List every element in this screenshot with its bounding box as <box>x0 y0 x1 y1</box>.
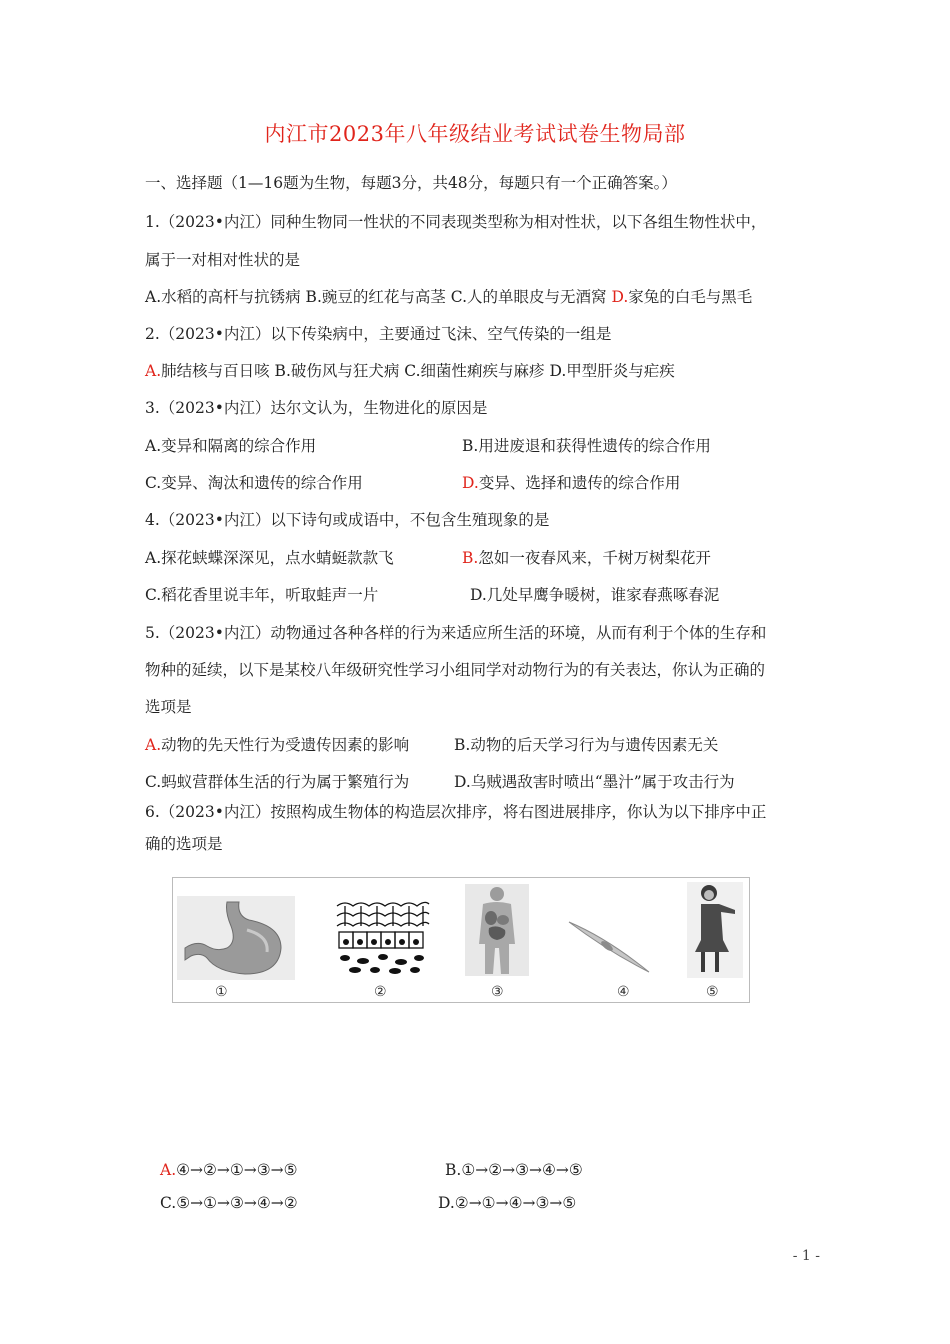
q4-option-b-text: 忽如一夜春风来，千树万树梨花开 <box>478 549 711 567</box>
q5-option-d: D.乌贼遇敌害时喷出“墨汁”属于攻击行为 <box>454 773 735 791</box>
figure-caption-2: ② <box>374 984 387 1000</box>
q1-options <box>145 286 752 308</box>
person-image <box>687 882 743 978</box>
tissue-image <box>335 898 431 976</box>
q2-options <box>145 360 675 382</box>
q4-option-c: C.稻花香里说丰年，听取蛙声一片 <box>145 586 379 604</box>
section-heading: 一、选择题（1—16题为生物，每题3分，共48分，每题只有一个正确答案。） <box>145 174 677 192</box>
q6-stem-line1: 6.（2023•内江）按照构成生物体的构造层次排序，将右图进展排序，你认为以下排序中正 <box>145 803 767 821</box>
q3-option-a: A.变异和隔离的综合作用 <box>145 437 317 455</box>
q4-option-d: D.几处早鹰争暖树，谁家春燕啄春泥 <box>470 586 720 604</box>
q3-option-b: B.用进废退和获得性遗传的综合作用 <box>462 437 711 455</box>
q2-options-text: 肺结核与百日咳 B.破伤风与狂犬病 C.细菌性痢疾与麻疹 D.甲型肝炎与疟疾 <box>161 362 675 380</box>
q3-option-d-text: 变异、选择和遗传的综合作用 <box>478 474 681 492</box>
q6-option-a-text: ④→②→①→③→⑤ <box>176 1161 298 1179</box>
q6-option-d: D.②→①→④→③→⑤ <box>438 1194 577 1212</box>
q6-option-b: B.①→②→③→④→⑤ <box>445 1161 583 1179</box>
q5-option-a-text: 动物的先天性行为受遗传因素的影响 <box>161 736 410 754</box>
figure-caption-4: ④ <box>617 984 630 1000</box>
q6-option-a <box>160 1159 298 1181</box>
q3-option-c: C.变异、淘汰和遗传的综合作用 <box>145 474 363 492</box>
q1-answer-letter: D. <box>611 288 629 306</box>
q3-stem: 3.（2023•内江）达尔文认为，生物进化的原因是 <box>145 399 488 417</box>
document-title: 内江市2023年八年级结业考试试卷生物局部 <box>264 122 686 146</box>
q5-stem-line2: 物种的延续，以下是某校八年级研究性学习小组同学对动物行为的有关表达，你认为正确的 <box>145 661 766 679</box>
figure-caption-5: ⑤ <box>706 984 719 1000</box>
q6-answer-letter: A. <box>160 1161 177 1179</box>
q4-stem: 4.（2023•内江）以下诗句或成语中，不包含生殖现象的是 <box>145 511 550 529</box>
q1-options-abc: A.水稻的高杆与抗锈病 B.豌豆的红花与高茎 C.人的单眼皮与无酒窝 <box>145 288 612 306</box>
q5-option-a <box>145 734 409 756</box>
q2-stem: 2.（2023•内江）以下传染病中，主要通过飞沫、空气传染的一组是 <box>145 325 612 343</box>
q3-option-d <box>462 472 680 494</box>
q1-stem-line1: 1.（2023•内江）同种生物同一性状的不同表现类型称为相对性状，以下各组生物性状中， <box>145 213 767 231</box>
q2-answer-letter: A. <box>145 362 162 380</box>
page-number: - 1 - <box>792 1248 820 1264</box>
q5-stem-line3: 选项是 <box>145 698 192 716</box>
q4-option-a: A.探花蛱蝶深深见，点水蜻蜓款款飞 <box>145 549 394 567</box>
figure-caption-1: ① <box>215 984 228 1000</box>
stomach-image <box>177 896 295 980</box>
q1-stem-line2: 属于一对相对性状的是 <box>145 251 301 269</box>
figure-caption-3: ③ <box>491 984 504 1000</box>
q1-option-d-text: 家兔的白毛与黑毛 <box>628 288 753 306</box>
structure-levels-figure <box>172 877 750 1003</box>
q5-stem-line1: 5.（2023•内江）动物通过各种各样的行为来适应所生活的环境，从而有利于个体的生存和 <box>145 624 767 642</box>
q6-stem-line2: 确的选项是 <box>145 835 223 853</box>
q4-answer-letter: B. <box>462 549 479 567</box>
q6-option-c: C.⑤→①→③→④→② <box>160 1194 298 1212</box>
q5-option-b: B.动物的后天学习行为与遗传因素无关 <box>454 736 719 754</box>
q5-option-c: C.蚂蚁营群体生活的行为属于繁殖行为 <box>145 773 410 791</box>
q5-answer-letter: A. <box>145 736 162 754</box>
q4-option-b <box>462 547 711 569</box>
human-body-image <box>465 884 529 976</box>
q3-answer-letter: D. <box>462 474 479 492</box>
muscle-cell-image <box>567 918 651 976</box>
